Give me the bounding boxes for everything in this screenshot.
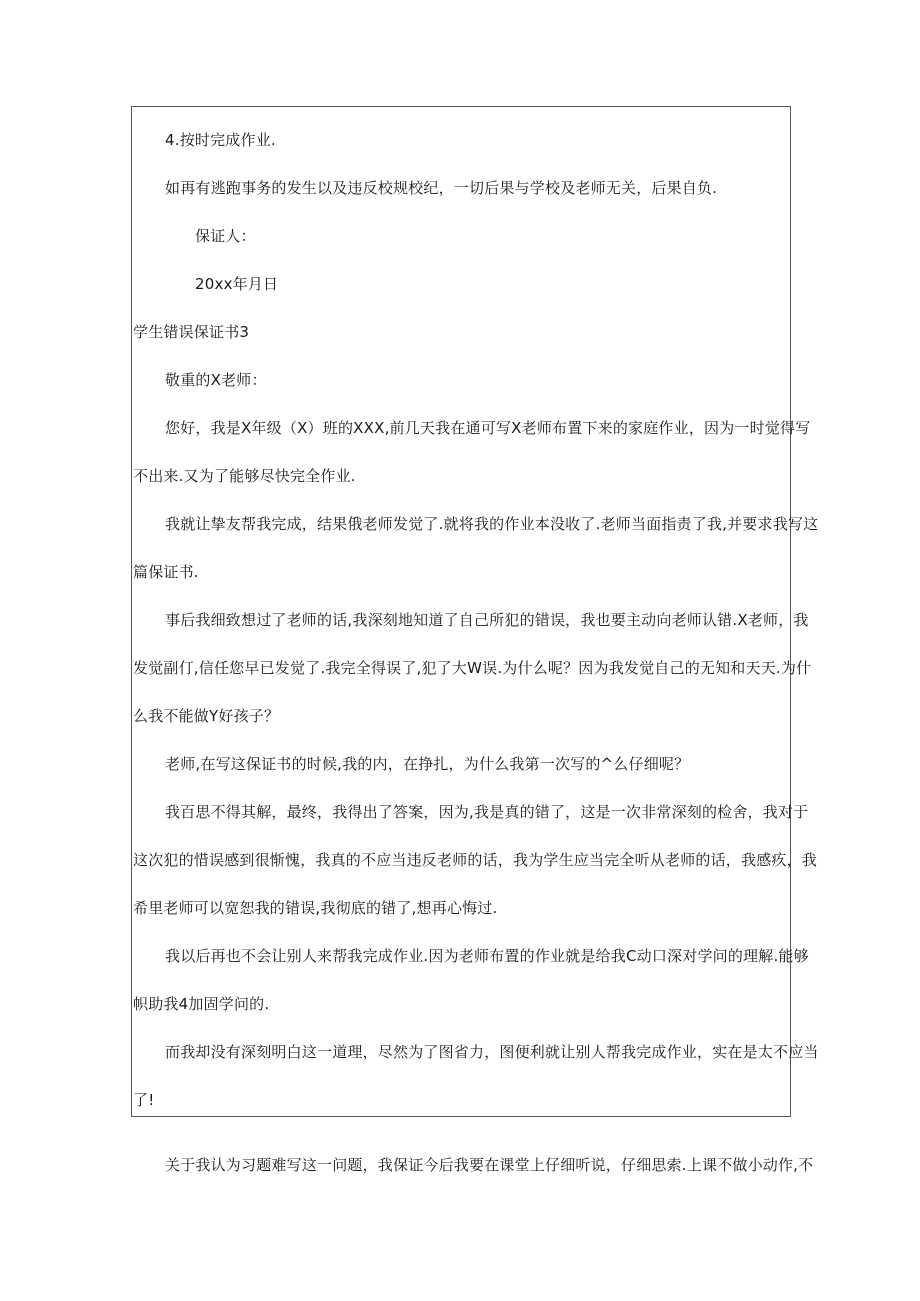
doc-line-paragraph: 这次犯的惜误感到很惭愧，我真的不应当违反老师的话，我为学生应当完全听从老师的话，我感疚，我 <box>133 851 818 869</box>
doc-line-after-frame: 关于我认为习题难写这一问题，我保证今后我要在课堂上仔细听说，仔细思索.上课不做小动作,不 <box>165 1156 814 1174</box>
doc-line-paragraph: 我百思不得其解，最终，我得出了答案，因为,我是真的错了，这是一次非常深刻的检舍，我对于 <box>165 803 809 821</box>
doc-line-paragraph: 我就让挚友帮我完成，结果俄老师发觉了.就将我的作业本没收了.老师当面指责了我,并要求我写这 <box>165 515 819 533</box>
doc-line-paragraph: 希里老师可以宽恕我的错误,我彻底的错了,想再心悔过. <box>133 899 498 917</box>
doc-line-salutation: 敬重的X老师： <box>165 371 267 389</box>
doc-line-paragraph: 老师,在写这保证书的时候,我的内，在挣扎，为什么我第一次写的^么仔细呢？ <box>165 755 690 773</box>
doc-line-guarantor: 保证人： <box>195 227 256 245</box>
doc-line-paragraph: 帜助我4加固学问的. <box>133 995 270 1013</box>
doc-line-paragraph: 篇保证书. <box>133 563 199 581</box>
doc-line-paragraph: 我以后再也不会让别人来帮我完成作业.因为老师布置的作业就是给我C动口深对学问的理解.能够 <box>165 947 809 965</box>
doc-line-paragraph: 发觉副仃,信任您早已发觉了.我完全得误了,犯了大W误.为什么呢？因为我发觉自己的无知和天天.为什 <box>133 659 812 677</box>
doc-line-paragraph: 事后我细致想过了老师的话,我深刻地知道了自己所犯的错误，我也要主动向老师认错.X老师，我 <box>165 611 809 629</box>
doc-line-paragraph: 而我却没有深刻明白这一道理，尽然为了图省力，图便利就让别人帮我完成作业，实在是太不应当 <box>165 1043 819 1061</box>
doc-line-paragraph: 您好，我是X年级（X）班的XXX,前几天我在通可写X老师布置下来的家庭作业，因为一时觉得写 <box>165 419 811 437</box>
doc-line-warning: 如再有逃跑事务的发生以及违反校规校纪，一切后果与学校及老师无关，后果自负. <box>165 179 718 197</box>
doc-line-paragraph: 了! <box>133 1091 155 1109</box>
doc-line-item-4: 4.按时完成作业. <box>165 131 276 149</box>
doc-line-paragraph: 么我不能做Y好孩子？ <box>133 707 280 725</box>
doc-line-paragraph: 不出来.又为了能够尽快完全作业. <box>133 467 356 485</box>
section-heading: 学生错误保证书3 <box>133 323 250 341</box>
doc-line-date: 20xx年月日 <box>195 275 279 293</box>
